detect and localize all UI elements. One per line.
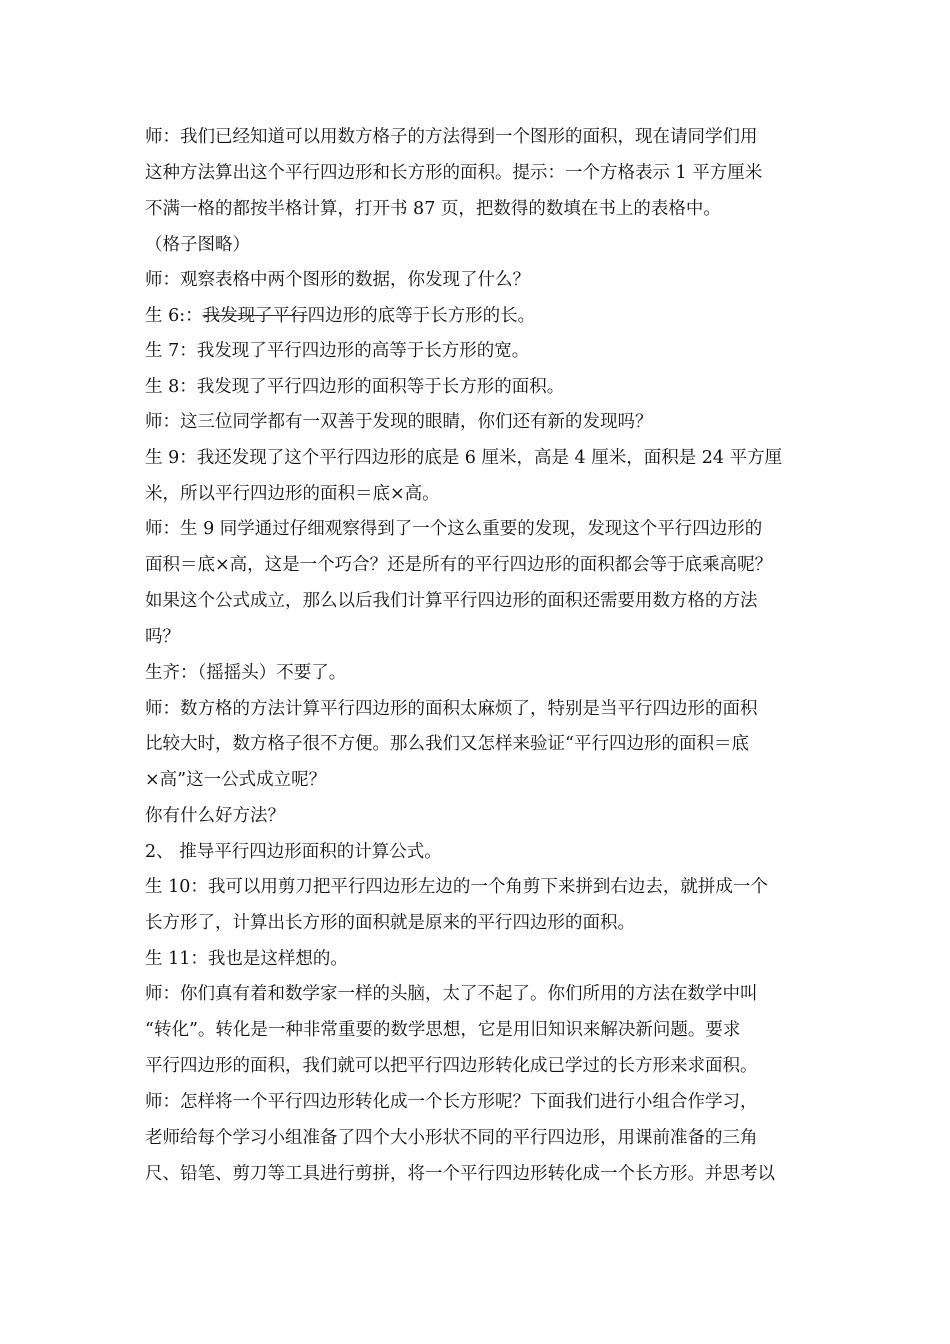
paragraph-student-7 bbox=[145, 334, 825, 370]
text-line: 生 7：我发现了平行四边形的高等于长方形的宽。 bbox=[145, 341, 530, 362]
text-line: 师：我们已经知道可以用数方格子的方法得到一个图形的面积，现在请同学们用 bbox=[145, 127, 758, 147]
text-line: “转化”。转化是一种非常重要的数学思想，它是用旧知识来解决新问题。要求 bbox=[145, 1020, 741, 1041]
text-line: 生 11：我也是这样想的。 bbox=[145, 948, 348, 969]
text-line: 生齐：（摇摇头）不要了。 bbox=[145, 663, 347, 684]
text-line: 师：这三位同学都有一双善于发现的眼睛，你们还有新的发现吗？ bbox=[145, 412, 653, 433]
text-line: 师：你们真有着和数学家一样的头脑，太了不起了。你们所用的方法在数学中叫 bbox=[145, 984, 758, 1005]
text-line: 比较大时，数方格子很不方便。那么我们又怎样来验证“平行四边形的面积＝底 bbox=[145, 734, 749, 755]
text-line: 你有什么好方法？ bbox=[145, 806, 285, 827]
paragraph-teacher-verify-formula bbox=[145, 692, 825, 800]
line-remainder: 四边形的底等于长方形的长。 bbox=[307, 305, 536, 326]
paragraph-student-6 bbox=[145, 299, 825, 335]
struck-through-text: 我发现了平行 bbox=[202, 305, 308, 326]
text-line: 吗？ bbox=[145, 627, 180, 648]
text-line: 尺、铅笔、剪刀等工具进行剪拼，将一个平行四边形转化成一个长方形。并思考以 bbox=[145, 1163, 775, 1184]
document-body bbox=[145, 120, 825, 1193]
text-line: ×高”这一公式成立呢？ bbox=[145, 770, 327, 791]
paragraph-good-method-question bbox=[145, 799, 825, 835]
text-line: 米，所以平行四边形的面积＝底×高。 bbox=[145, 483, 440, 504]
text-line: 老师给每个学习小组准备了四个大小形状不同的平行四边形，用课前准备的三角 bbox=[145, 1128, 758, 1149]
text-line: 如果这个公式成立，那么以后我们计算平行四边形的面积还需要用数方格的方法 bbox=[145, 591, 758, 612]
text-line: 生 8：我发现了平行四边形的面积等于长方形的面积。 bbox=[145, 376, 565, 397]
paragraph-teacher-observe bbox=[145, 263, 825, 299]
text-line: （格子图略） bbox=[145, 234, 250, 255]
paragraph-student-8 bbox=[145, 370, 825, 406]
text-line: 不满一格的都按半格计算，打开书 87 页，把数得的数填在书上的表格中。 bbox=[145, 198, 721, 219]
text-line: 师：生 9 同学通过仔细观察得到了一个这么重要的发现，发现这个平行四边形的 bbox=[145, 519, 763, 540]
text-line: 这种方法算出这个平行四边形和长方形的面积。提示：一个方格表示 1 平方厘米 bbox=[145, 162, 763, 183]
text-line: 平行四边形的面积，我们就可以把平行四边形转化成已学过的长方形来求面积。 bbox=[145, 1056, 758, 1077]
text-line bbox=[145, 299, 825, 335]
text-line: 师：数方格的方法计算平行四边形的面积太麻烦了，特别是当平行四边形的面积 bbox=[145, 698, 758, 719]
paragraph-student-9 bbox=[145, 441, 825, 513]
paragraph-teacher-transformation bbox=[145, 977, 825, 1085]
paragraph-teacher-grid-method bbox=[145, 120, 825, 228]
paragraph-grid-omitted-note bbox=[145, 228, 825, 264]
text-line: 面积＝底×高，这是一个巧合？还是所有的平行四边形的面积都会等于底乘高呢？ bbox=[145, 555, 773, 576]
text-line: 2、 推导平行四边形面积的计算公式。 bbox=[145, 841, 442, 862]
paragraph-students-together bbox=[145, 656, 825, 692]
paragraph-teacher-new-discovery bbox=[145, 405, 825, 441]
text-line: 师：怎样将一个平行四边形转化成一个长方形呢？下面我们进行小组合作学习， bbox=[145, 1092, 758, 1113]
text-line: 生 10：我可以用剪刀把平行四边形左边的一个角剪下来拼到右边去，就拼成一个 bbox=[145, 877, 768, 898]
speaker-prefix: 生 6:： bbox=[145, 305, 203, 326]
text-line: 长方形了，计算出长方形的面积就是原来的平行四边形的面积。 bbox=[145, 913, 635, 934]
paragraph-student-10 bbox=[145, 870, 825, 942]
paragraph-student-11 bbox=[145, 942, 825, 978]
section-heading-derive-formula bbox=[145, 835, 825, 871]
paragraph-teacher-coincidence bbox=[145, 512, 825, 656]
text-line: 生 9：我还发现了这个平行四边形的底是 6 厘米，高是 4 厘米，面积是 24 平方厘 bbox=[145, 447, 783, 468]
paragraph-teacher-group-work bbox=[145, 1085, 825, 1193]
text-line: 师：观察表格中两个图形的数据，你发现了什么？ bbox=[145, 270, 530, 291]
